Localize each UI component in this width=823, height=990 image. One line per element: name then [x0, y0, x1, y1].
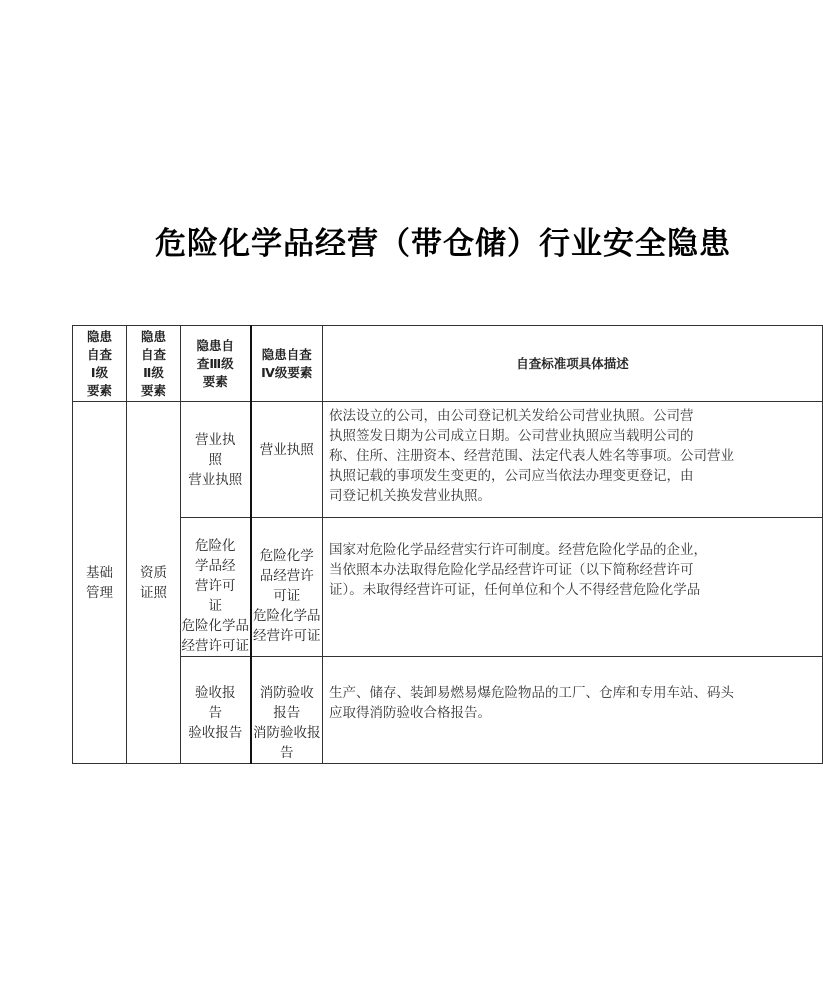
- cell-level4: 危险化学 品经营许 可证 危险化学品经营许可证: [251, 518, 323, 657]
- header-row: [73, 326, 823, 402]
- desc-line: 国家对危险化学品经营实行许可制度。经营危险化学品的企业，: [329, 542, 707, 558]
- document-title: 危险化学品经营（带仓储）行业安全隐患: [155, 226, 731, 262]
- desc-line: 称、住所、注册资本、经营范围、法定代表人姓名等事项。公司营业: [329, 448, 734, 464]
- header-level2: 隐患 自查 Ⅱ级 要素: [127, 326, 181, 402]
- cell-level4: 营业执照: [251, 402, 323, 518]
- cell-level3: 验收报 告 验收报告: [181, 657, 251, 764]
- table-row: [73, 402, 823, 518]
- cell-level3: 营业执 照 营业执照: [181, 402, 251, 518]
- desc-line: 应取得消防验收合格报告。: [329, 705, 491, 721]
- table-row: [73, 518, 823, 657]
- cell-level3: 危险化 学品经 营许可 证 危险化学品经营许可证: [181, 518, 251, 657]
- desc-line: 证）。未取得经营许可证，任何单位和个人不得经营危险化学品: [329, 582, 701, 598]
- header-level3: 隐患自 查Ⅲ级 要素: [181, 326, 251, 402]
- cell-description: [323, 657, 823, 764]
- table-row: [73, 657, 823, 764]
- desc-line: 依法设立的公司，由公司登记机关发给公司营业执照。公司营: [329, 408, 694, 424]
- header-level4: 隐患自查 Ⅳ级要素: [251, 326, 323, 402]
- desc-line: 司登记机关换发营业执照。: [329, 488, 491, 504]
- desc-line: 当依照本办法取得危险化学品经营许可证（以下简称经营许可: [329, 562, 694, 578]
- header-desc: 自查标准项具体描述: [323, 326, 823, 402]
- cell-level2: 资质 证照: [127, 402, 181, 764]
- cell-description: [323, 518, 823, 657]
- desc-line: 执照签发日期为公司成立日期。公司营业执照应当载明公司的: [329, 428, 694, 444]
- cell-level4: 消防验收 报告 消防验收报告: [251, 657, 323, 764]
- cell-level1: 基础 管理: [73, 402, 127, 764]
- hazard-checklist-table-wrapper: [72, 325, 734, 761]
- cell-description: [323, 402, 823, 518]
- header-level1: 隐患 自查 Ⅰ级 要素: [73, 326, 127, 402]
- desc-line: 生产、储存、装卸易燃易爆危险物品的工厂、仓库和专用车站、码头: [329, 685, 734, 701]
- desc-line: 执照记载的事项发生变更的，公司应当依法办理变更登记，由: [329, 468, 694, 484]
- hazard-checklist-table: [72, 325, 823, 764]
